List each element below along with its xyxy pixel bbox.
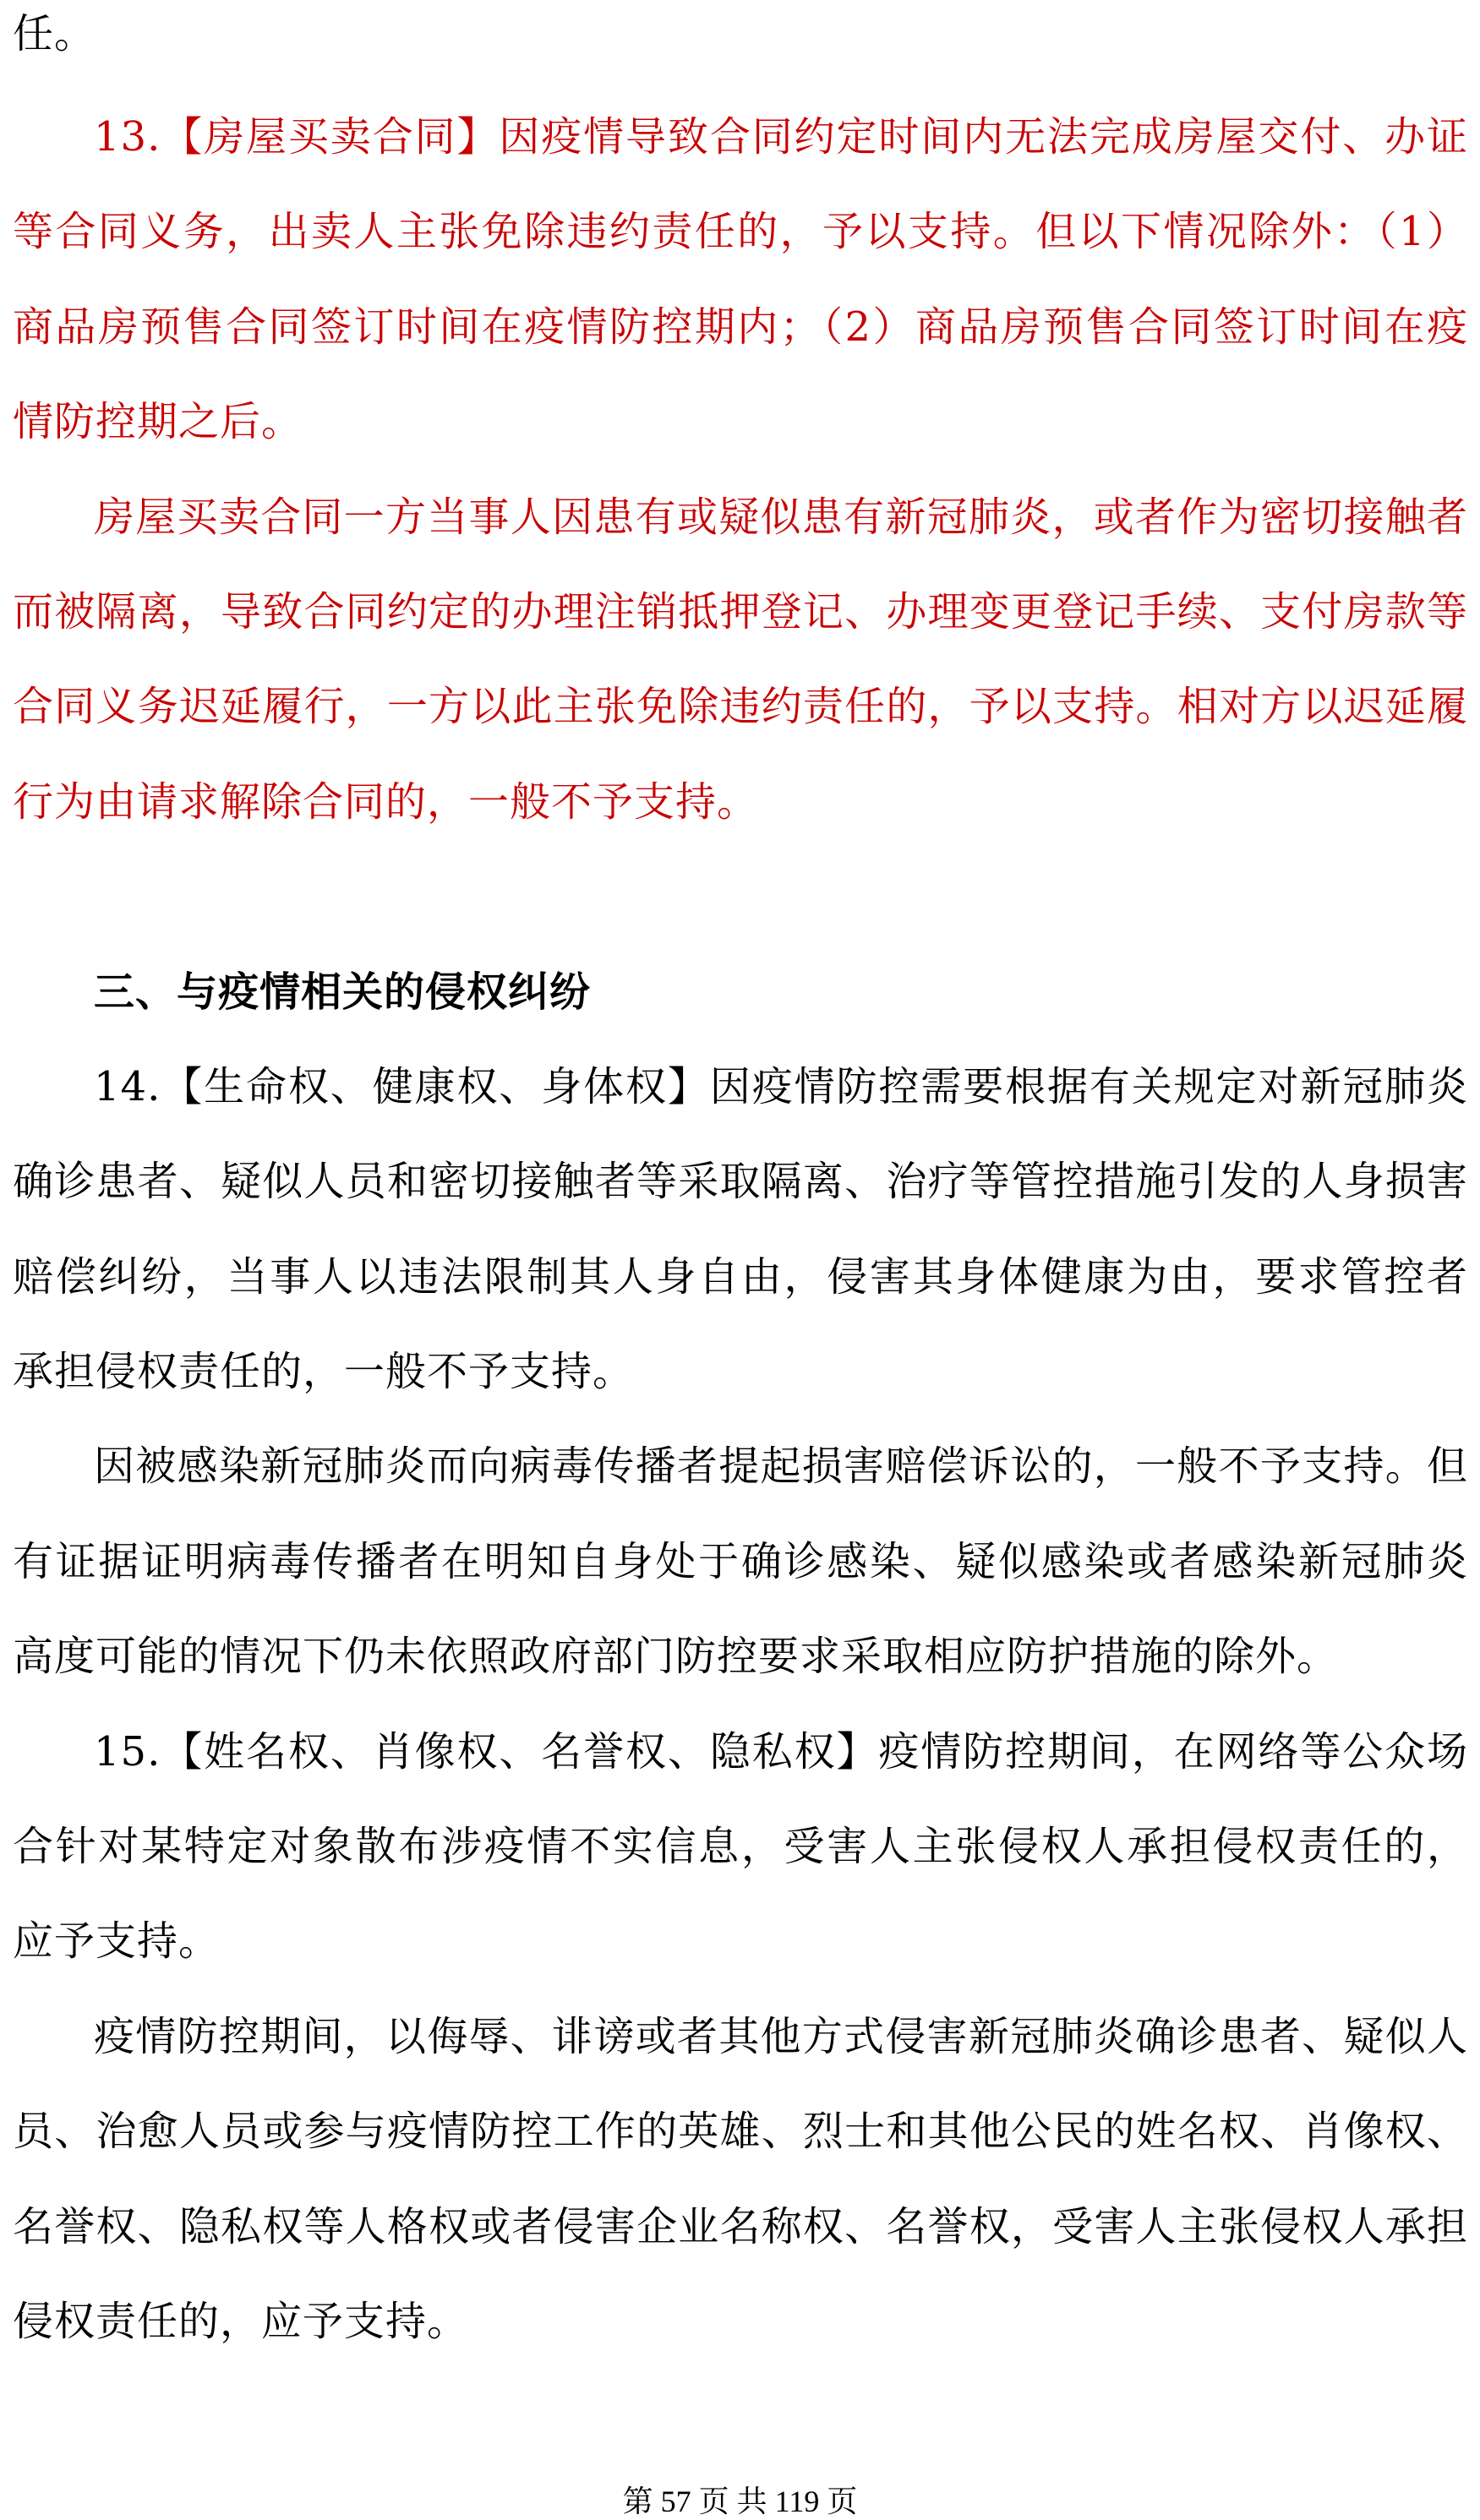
- article-15-paragraph: [13, 1705, 1468, 1989]
- blank-line: [13, 849, 1468, 944]
- paragraph-line: 等合同义务，出卖人主张免除违约责任的，予以支持。但以下情况除外：（1）: [13, 208, 1468, 256]
- page-number-footer: 第 57 页 共 119 页: [622, 2485, 858, 2518]
- section-heading: 三、与疫情相关的侵权纠纷: [94, 968, 592, 1016]
- article-14-paragraph: [13, 1039, 1468, 1420]
- paragraph-line: 13.【房屋买卖合同】因疫情导致合同约定时间内无法完成房屋交付、办证: [94, 113, 1468, 161]
- paragraph-line: 赔偿纠纷，当事人以违法限制其人身自由，侵害其身体健康为由，要求管控者: [13, 1252, 1468, 1301]
- paragraph-line: 员、治愈人员或参与疫情防控工作的英雄、烈士和其他公民的姓名权、肖像权、: [13, 2108, 1468, 2156]
- paragraph-line: 商品房预售合同签订时间在疫情防控期内；（2）商品房预售合同签订时间在疫: [13, 303, 1468, 351]
- paragraph-line: 应予支持。: [13, 1917, 221, 1966]
- paragraph-line: 疫情防控期间，以侮辱、诽谤或者其他方式侵害新冠肺炎确诊患者、疑似人: [94, 2012, 1468, 2060]
- paragraph-line: 高度可能的情况下仍未依照政府部门防控要求采取相应防护措施的除外。: [13, 1633, 1339, 1681]
- paragraph-line: 情防控期之后。: [13, 398, 303, 446]
- paragraph-line: 14.【生命权、健康权、身体权】因疫情防控需要根据有关规定对新冠肺炎: [94, 1062, 1468, 1110]
- paragraph-line: 因被感染新冠肺炎而向病毒传播者提起损害赔偿诉讼的，一般不予支持。但: [94, 1443, 1468, 1491]
- paragraph-line: 名誉权、隐私权等人格权或者侵害企业名称权、名誉权，受害人主张侵权人承担: [13, 2202, 1468, 2250]
- paragraph-line: 确诊患者、疑似人员和密切接触者等采取隔离、治疗等管控措施引发的人身损害: [13, 1158, 1468, 1206]
- paragraph-line: 有证据证明病毒传播者在明知自身处于确诊感染、疑似感染或者感染新冠肺炎: [13, 1537, 1468, 1585]
- paragraph-line: 承担侵权责任的，一般不予支持。: [13, 1348, 635, 1396]
- continuation-line: 任。: [13, 10, 96, 57]
- article-13-second-paragraph: [13, 470, 1468, 850]
- article-13-paragraph: [13, 90, 1468, 470]
- article-15-second-paragraph: [13, 1989, 1468, 2370]
- paragraph-line: 侵权责任的，应予支持。: [13, 2297, 469, 2345]
- paragraph-line: 行为由请求解除合同的，一般不予支持。: [13, 777, 759, 826]
- paragraph-line: 15.【姓名权、肖像权、名誉权、隐私权】疫情防控期间，在网络等公众场: [94, 1727, 1468, 1775]
- document-body: [13, 0, 1468, 2369]
- paragraph-line: 合针对某特定对象散布涉疫情不实信息，受害人主张侵权人承担侵权责任的，: [13, 1823, 1468, 1871]
- section-heading-block: [13, 945, 1468, 1039]
- paragraph-line: 合同义务迟延履行，一方以此主张免除违约责任的，予以支持。相对方以迟延履: [13, 683, 1468, 731]
- article-14-second-paragraph: [13, 1419, 1468, 1704]
- paragraph-line: 房屋买卖合同一方当事人因患有或疑似患有新冠肺炎，或者作为密切接触者: [94, 493, 1468, 541]
- paragraph-line: 而被隔离，导致合同约定的办理注销抵押登记、办理变更登记手续、支付房款等: [13, 587, 1468, 635]
